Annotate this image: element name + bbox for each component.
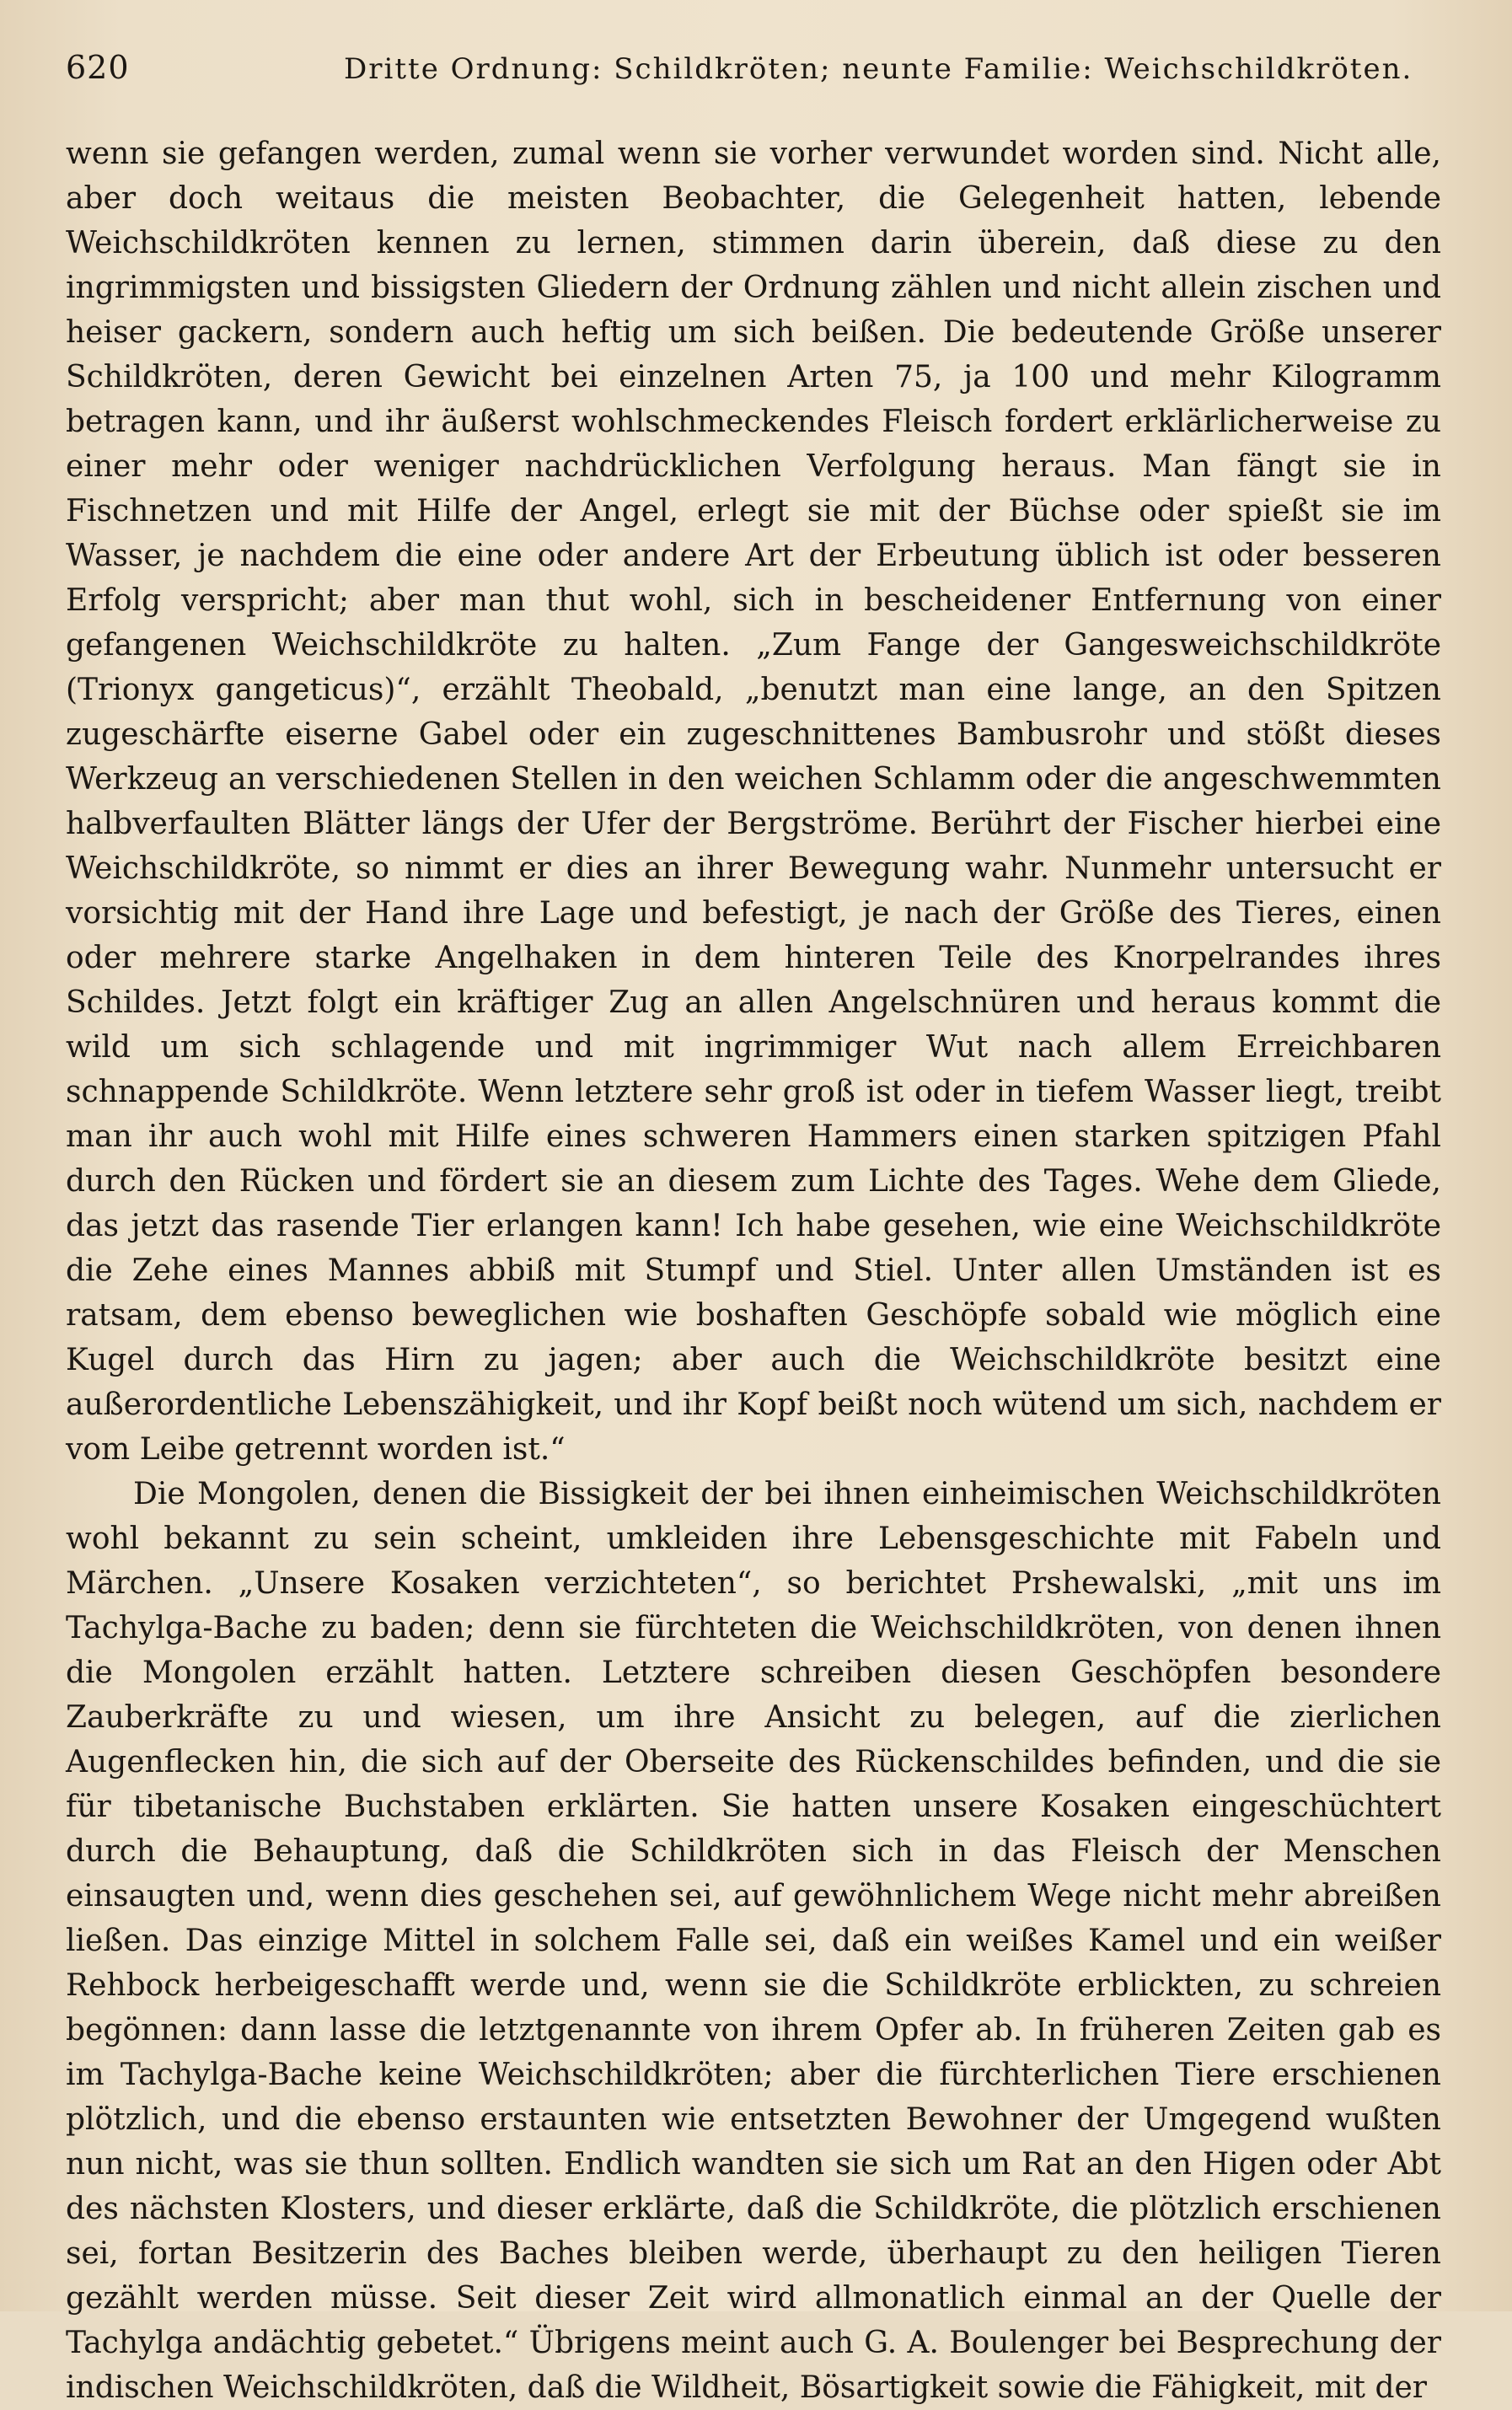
paragraph-2: Die Mongolen, denen die Bissigkeit der bei ihnen einheimischen Weichschildkröten wohl bekannt zu sein scheint, umkleiden ihre Lebensgeschichte mit Fabeln und Märchen. „Unsere Kosaken verzichteten“, so berichtet Prshewalski, „mit uns im Tachylga-Bache zu baden; denn sie fürchteten die Weichschildkröten, von denen ihnen die Mongolen erzählt hatten. Letztere schreiben diesen Geschöpfen besondere Zauberkräfte zu und wiesen, um ihre Ansicht zu belegen, auf die zierlichen Augenflecken hin, die sich auf der Oberseite des Rückenschildes befinden, und die sie für tibetanische Buchstaben erklärten. Sie hatten unsere Kosaken eingeschüchtert durch die Behauptung, daß die Schildkröten sich in das Fleisch der Menschen einsaugten und, wenn dies geschehen sei, auf gewöhnlichem Wege nicht mehr abreißen ließen. Das einzige Mittel in solchem Falle sei, daß ein weißes Kamel und ein weißer Rehbock herbeigeschafft werde und, wenn sie die Schildkröte erblickten, zu schreien begönnen: dann lasse die letztgenannte von ihrem Opfer ab. In früheren Zeiten gab es im Tachylga-Bache keine Weichschildkröten; aber die fürchterlichen Tiere erschienen plötzlich, und die ebenso erstaunten wie entsetzten Bewohner der Umgegend wußten nun nicht, was sie thun sollten. Endlich wandten sie sich um Rat an den Higen oder Abt des nächsten Klosters, und dieser erklärte, daß die Schildkröte, die plötzlich erschienen sei, fortan Besitzerin des Baches bleiben werde, überhaupt zu den heiligen Tieren gezählt werden müsse. Seit dieser Zeit wird allmonatlich einmal an der Quelle der Tachylga andächtig gebetet.“ Übrigens meint auch G. A. Boulenger bei Besprechung der indischen Weichschildkröten, daß die Wildheit, Bösartigkeit sowie die Fähigkeit, mit der <box>66 1477 1441 2405</box>
page-number: 620 <box>66 49 130 86</box>
paragraph-1: wenn sie gefangen werden, zumal wenn sie vorher verwundet worden sind. Nicht alle, aber doch weitaus die meisten Beobachter, die Gelegenheit hatten, lebende Weichschildkröten kennen zu lernen, stimmen darin überein, daß diese zu den ingrimmigsten und bissigsten Gliedern der Ordnung zählen und nicht allein zischen und heiser gackern, sondern auch heftig um sich beißen. Die bedeutende Größe unserer Schildkröten, deren Gewicht bei einzelnen Arten 75, ja 100 und mehr Kilogramm betragen kann, und ihr äußerst wohlschmeckendes Fleisch fordert erklärlicherweise zu einer mehr oder weniger nachdrücklichen Verfolgung heraus. Man fängt sie in Fischnetzen und mit Hilfe der Angel, erlegt sie mit der Büchse oder spießt sie im Wasser, je nachdem die eine oder andere Art der Erbeutung üblich ist oder besseren Erfolg verspricht; aber man thut wohl, sich in bescheidener Entfernung von einer gefangenen Weichschildkröte zu halten. „Zum Fange der Gangesweichschildkröte (Trionyx gangeticus)“, erzählt Theobald, „benutzt man eine lange, an den Spitzen zugeschärfte eiserne Gabel oder ein zugeschnittenes Bambusrohr und stößt dieses Werkzeug an verschiedenen Stellen in den weichen Schlamm oder die angeschwemmten halbverfaulten Blätter längs der Ufer der Bergströme. Berührt der Fischer hierbei eine Weichschildkröte, so nimmt er dies an ihrer Bewegung wahr. Nunmehr untersucht er vorsichtig mit der Hand ihre Lage und befestigt, je nach der Größe des Tieres, einen oder mehrere starke Angelhaken in dem hinteren Teile des Knorpelrandes ihres Schildes. Jetzt folgt ein kräftiger Zug an allen Angelschnüren und heraus kommt die wild um sich schlagende und mit ingrimmiger Wut nach allem Erreichbaren schnappende Schildkröte. Wenn letztere sehr groß ist oder in tiefem Wasser liegt, treibt man ihr auch wohl mit Hilfe eines schweren Hammers einen starken spitzigen Pfahl durch den Rücken und fördert sie an diesem zum Lichte des Tages. Wehe dem Gliede, das jetzt das rasende Tier erlangen kann! Ich habe gesehen, wie eine Weichschildkröte die Zehe eines Mannes abbiß mit Stumpf und Stiel. Unter allen Umständen ist es ratsam, dem ebenso beweglichen wie boshaften Geschöpfe sobald wie möglich eine Kugel durch das Hirn zu jagen; aber auch die Weichschildkröte besitzt eine außerordentliche Lebenszähigkeit, und ihr Kopf beißt noch wütend um sich, nachdem er vom Leibe getrennt worden ist.“ <box>66 137 1441 1467</box>
page-header <box>66 49 1441 101</box>
running-title: Dritte Ordnung: Schildkröten; neunte Familie: Weichschildkröten. <box>344 52 1413 86</box>
